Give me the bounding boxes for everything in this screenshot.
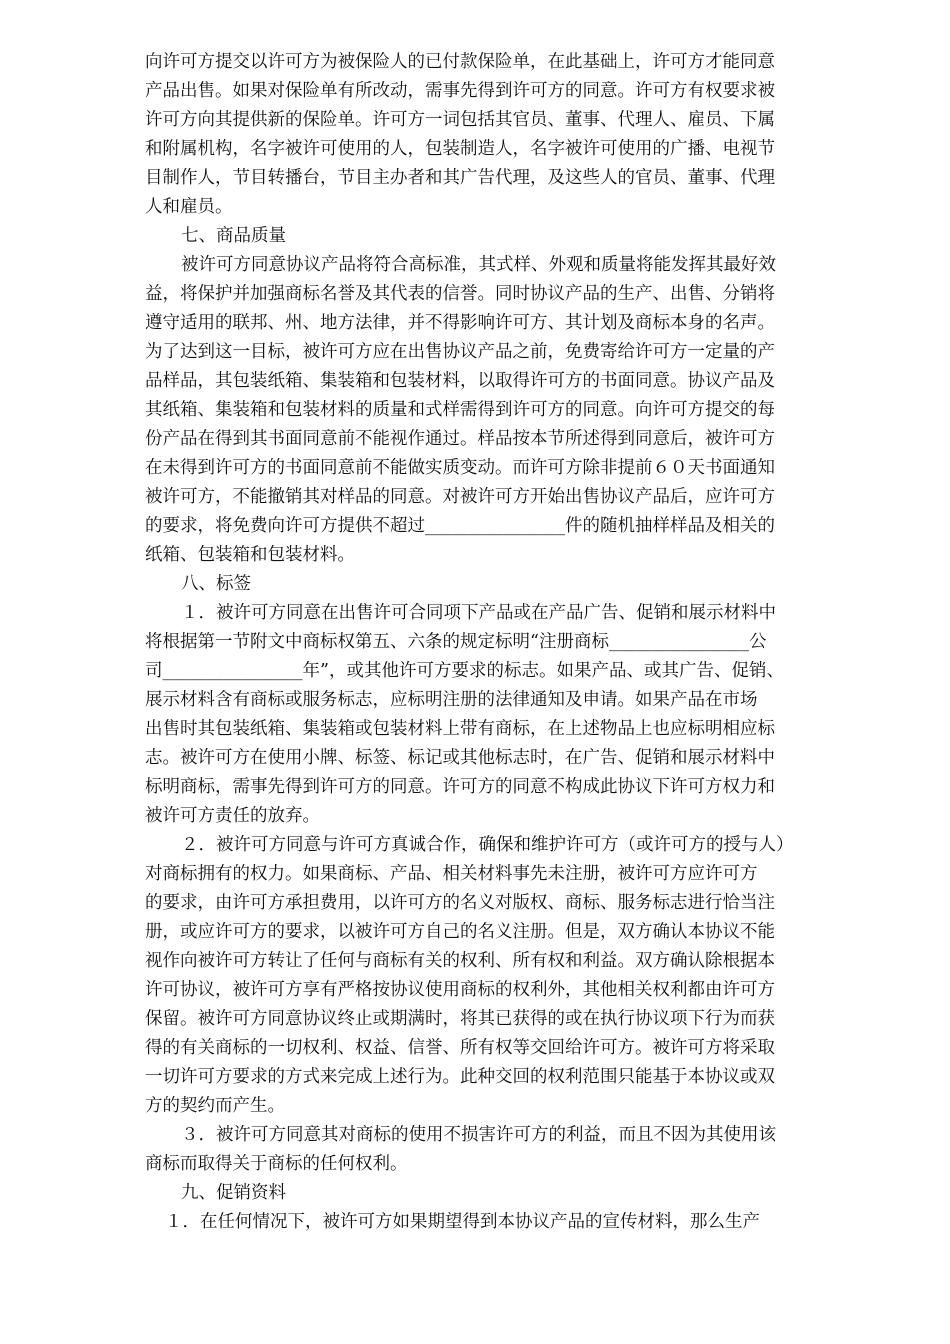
paragraph-line: 品样品，其包装纸箱、集装箱和包装材料，以取得许可方的书面同意。协议产品及 xyxy=(145,371,775,391)
paragraph-line: 纸箱、包装箱和包装材料。 xyxy=(145,545,355,565)
paragraph-line: 方的契约而产生。 xyxy=(145,1096,285,1116)
paragraph-line: 展示材料含有商标或服务标志，应标明注册的法律通知及申请。如果产品在市场 xyxy=(145,690,758,710)
paragraph-line: ２．被许可方同意与许可方真诚合作，确保和维护许可方（或许可方的授与人） xyxy=(181,835,794,855)
paragraph-line: 人和雇员。 xyxy=(145,197,233,217)
paragraph-line: 对商标拥有的权力。如果商标、产品、相关材料事先未注册，被许可方应许可方 xyxy=(145,864,758,884)
paragraph-line: 许可协议，被许可方享有严格按协议使用商标的权利外，其他相关权利都由许可方 xyxy=(145,980,775,1000)
paragraph-line: 在未得到许可方的书面同意前不能做实质变动。而许可方除非提前６０天书面通知 xyxy=(145,458,775,478)
paragraph-line: 出售时其包装纸箱、集装箱或包装材料上带有商标，在上述物品上也应标明相应标 xyxy=(145,719,775,739)
paragraph-line: 被许可方同意协议产品将符合高标准，其式样、外观和质量将能发挥其最好效 xyxy=(181,255,776,275)
paragraph-line: 和附属机构，名字被许可使用的人，包装制造人，名字被许可使用的广播、电视节 xyxy=(145,139,775,159)
paragraph-line: ３．被许可方同意其对商标的使用不损害许可方的利益，而且不因为其使用该 xyxy=(181,1125,776,1145)
paragraph-line: 其纸箱、集装箱和包装材料的质量和式样需得到许可方的同意。向许可方提交的每 xyxy=(145,400,775,420)
paragraph-line: 产品出售。如果对保险单有所改动，需事先得到许可方的同意。许可方有权要求被 xyxy=(145,81,775,101)
paragraph-line: 保留。被许可方同意协议终止或期满时，将其已获得的或在执行协议项下行为而获 xyxy=(145,1009,775,1029)
paragraph-line: １．在任何情况下，被许可方如果期望得到本协议产品的宣传材料，那么生产 xyxy=(165,1212,760,1232)
paragraph-line: 一切许可方要求的方式来完成上述行为。此种交回的权利范围只能基于本协议或双 xyxy=(145,1067,775,1087)
paragraph-line: 许可方向其提供新的保险单。许可方一词包括其官员、董事、代理人、雇员、下属 xyxy=(145,110,775,130)
paragraph-line: 将根据第一节附文中商标权第五、六条的规定标明“注册商标________________公 xyxy=(145,632,767,652)
paragraph-line: 商标而取得关于商标的任何权利。 xyxy=(145,1154,408,1174)
paragraph-line: 益，将保护并加强商标名誉及其代表的信誉。同时协议产品的生产、出售、分销将 xyxy=(145,284,775,304)
paragraph-line: 标明商标，需事先得到许可方的同意。许可方的同意不构成此协议下许可方权力和 xyxy=(145,777,775,797)
paragraph-line: 被许可方责任的放弃。 xyxy=(145,806,320,826)
paragraph-line: 的要求，由许可方承担费用，以许可方的名义对版权、商标、服务标志进行恰当注 xyxy=(145,893,775,913)
paragraph-line: 目制作人，节目转播台，节目主办者和其广告代理，及这些人的官员、董事、代理 xyxy=(145,168,775,188)
paragraph-line: 为了达到这一目标，被许可方应在出售协议产品之前，免费寄给许可方一定量的产 xyxy=(145,342,775,362)
paragraph-line: １．被许可方同意在出售许可合同项下产品或在产品广告、促销和展示材料中 xyxy=(181,603,776,623)
section-heading-9: 九、促销资料 xyxy=(181,1183,286,1203)
section-heading-7: 七、商品质量 xyxy=(181,226,286,246)
paragraph-line: 的要求，将免费向许可方提供不超过________________件的随机抽样样品及相关的 xyxy=(145,516,775,536)
paragraph-line: 得的有关商标的一切权利、权益、信誉、所有权等交回给许可方。被许可方将采取 xyxy=(145,1038,775,1058)
paragraph-line: 份产品在得到其书面同意前不能视作通过。样品按本节所述得到同意后，被许可方 xyxy=(145,429,775,449)
paragraph-line: 遵守适用的联邦、州、地方法律，并不得影响许可方、其计划及商标本身的名声。 xyxy=(145,313,775,333)
section-heading-8: 八、标签 xyxy=(181,574,251,594)
paragraph-line: 视作向被许可方转让了任何与商标有关的权利、所有权和利益。双方确认除根据本 xyxy=(145,951,775,971)
paragraph-line: 册，或应许可方的要求，以被许可方自己的名义注册。但是，双方确认本协议不能 xyxy=(145,922,775,942)
paragraph-line: 向许可方提交以许可方为被保险人的已付款保险单，在此基础上，许可方才能同意 xyxy=(145,52,775,72)
paragraph-line: 被许可方，不能撤销其对样品的同意。对被许可方开始出售协议产品后，应许可方 xyxy=(145,487,775,507)
paragraph-line: 志。被许可方在使用小牌、标签、标记或其他标志时，在广告、促销和展示材料中 xyxy=(145,748,775,768)
paragraph-line: 司________________年”，或其他许可方要求的标志。如果产品、或其广告、促销、 xyxy=(145,661,784,681)
